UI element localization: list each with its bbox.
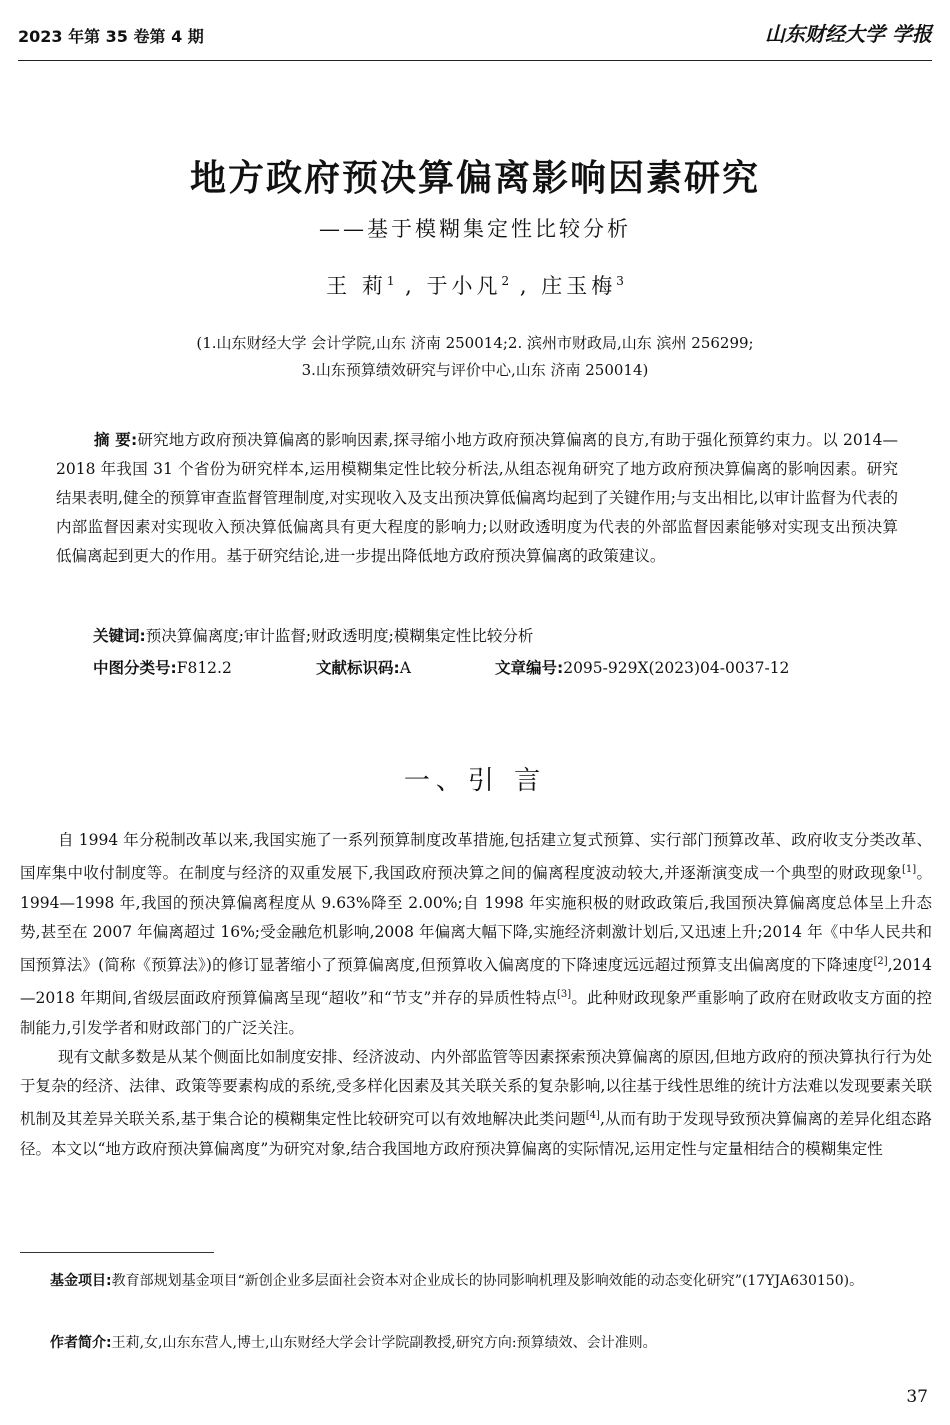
citation: [2] [873,955,888,967]
paragraph [20,826,932,1043]
header-rule [18,60,932,61]
funding-text: 教育部规划基金项目“新创企业多层面社会资本对企业成长的协同影响机理及影响效能的动态变化研究”(17YJA630150)。 [111,1273,864,1289]
author-affil-mark: 2 [501,274,510,288]
paragraph-text: ,2014—2018 年期间,省级层面政府预算偏离呈现“超收”和“节支”并存的异质性特点 [20,956,932,1008]
body-text [20,826,932,1164]
funding-label: 基金项目: [50,1273,112,1289]
affiliation-line: (1.山东财经大学 会计学院,山东 济南 250014;2. 滨州市财政局,山东 滨州 256299; [196,334,754,352]
paragraph-text: 现有文献多数是从某个侧面比如制度安排、经济波动、内外部监管等因素探索预决算偏离的原因,但地方政府的预决算执行行为处于复杂的经济、法律、政策等要素构成的系统,受多样化因素及其关联关系的复杂影响,以往基于线性思维的统计方法难以发现要素关联机制及其差异关联关系,基于集合论的模糊集定性比较研究可以有效地解决此类问题 [20,1047,932,1129]
paragraph-text: 。此种财政现象严重影响了政府在财政收支方面的控制能力,引发学者和财政部门的广泛关注。 [20,989,932,1037]
paragraph-text: ,从而有助于发现导致预决算偏离的差异化组态路径。本文以“地方政府预决算偏离度”为研究对象,结合我国地方政府预决算偏离的实际情况,运用定性与定量相结合的模糊集定性 [20,1110,932,1158]
footnote-rule [20,1252,214,1253]
author-name: 于小凡 [426,274,502,298]
author-bio-label: 作者简介: [50,1335,112,1351]
abstract-text: 研究地方政府预决算偏离的影响因素,探寻缩小地方政府预决算偏离的良方,有助于强化预算约束力。以 2014—2018 年我国 31 个省份为研究样本,运用模糊集定性比较分析法,从组态视角研究了地方政府预决算偏离的影响因素。研究结果表明,健全的预算审查监督管理制度,对实现收入及支出预决算低偏离均起到了关键作用;与支出相比,以审计监督为代表的内部监督因素对实现收入预决算低偏离具有更大程度的影响力;以财政透明度为代表的外部监督因素能够对实现支出预决算低偏离起到更大的作用。基于研究结论,进一步提出降低地方政府预决算偏离的政策建议。 [56,431,898,565]
author-separator: , [509,274,531,298]
paper-subtitle: ——基于模糊集定性比较分析 [319,217,631,241]
author-name: 庄玉梅 [541,274,617,298]
doc-label: 文献标识码: [316,659,400,677]
journal-logo: 山东财经大学 学报 [765,22,932,46]
article-value: 2095-929X(2023)04-0037-12 [563,659,790,677]
author-affil-mark: 1 [386,274,395,288]
paper-title: 地方政府预决算偏离影响因素研究 [189,158,760,199]
article-label: 文章编号: [495,659,564,677]
author-bio-text: 王莉,女,山东东营人,博士,山东财经大学会计学院副教授,研究方向:预算绩效、会计准则。 [111,1335,657,1351]
keywords-label: 关键词: [93,627,146,645]
author-affil-mark: 3 [616,274,624,288]
author-separator: , [394,274,416,298]
abstract-label: 摘 要: [94,431,138,449]
paragraph-text: 自 1994 年分税制改革以来,我国实施了一系列预算制度改革措施,包括建立复式预算、实行部门预算改革、政府收支分类改革、国库集中收付制度等。在制度与经济的双重发展下,我国政府预决算之间的偏离程度波动较大,并逐渐演变成一个典型的财政现象 [20,831,932,883]
article-number [495,656,789,678]
keywords [93,624,533,646]
doc-value: A [399,659,411,677]
funding-note [20,1268,932,1294]
author-list [0,270,950,300]
journal-issue: 2023 年第 35 卷第 4 期 [18,27,204,46]
abstract [56,426,898,571]
page-number: 37 [906,1387,928,1407]
clc-label: 中图分类号: [93,659,177,677]
citation: [3] [556,989,572,1001]
clc-value: F812.2 [176,659,232,677]
doc-code [316,656,411,678]
keywords-text: 预决算偏离度;审计监督;财政透明度;模糊集定性比较分析 [145,627,534,645]
affiliations [60,330,890,384]
paragraph [20,1043,932,1164]
citation: [4] [585,1110,600,1122]
author-bio [20,1330,932,1356]
citation: [1] [901,864,917,876]
paragraph-text: 。1994—1998 年,我国的预决算偏离程度从 9.63%降至 2.00%;自 1998 年实施积极的财政政策后,我国预决算偏离度总体呈上升态势,甚至在 2007 年偏离超过 16%;受金融危机影响,2008 年偏离大幅下降,实施经济刺激计划后,又迅速上升;2014 年《中华人民共和国预算法》(简称《预算法》)的修订显著缩小了预算偏离度,但预算收入偏离度的下降速度远远超过预算支出偏离度的下降速度 [20,864,932,975]
clc-number [93,656,232,678]
author-name: 王 莉 [326,274,387,298]
affiliation-line: 3.山东预算绩效研究与评价中心,山东 济南 250014) [301,361,649,379]
section-heading: 一、引 言 [403,766,547,796]
